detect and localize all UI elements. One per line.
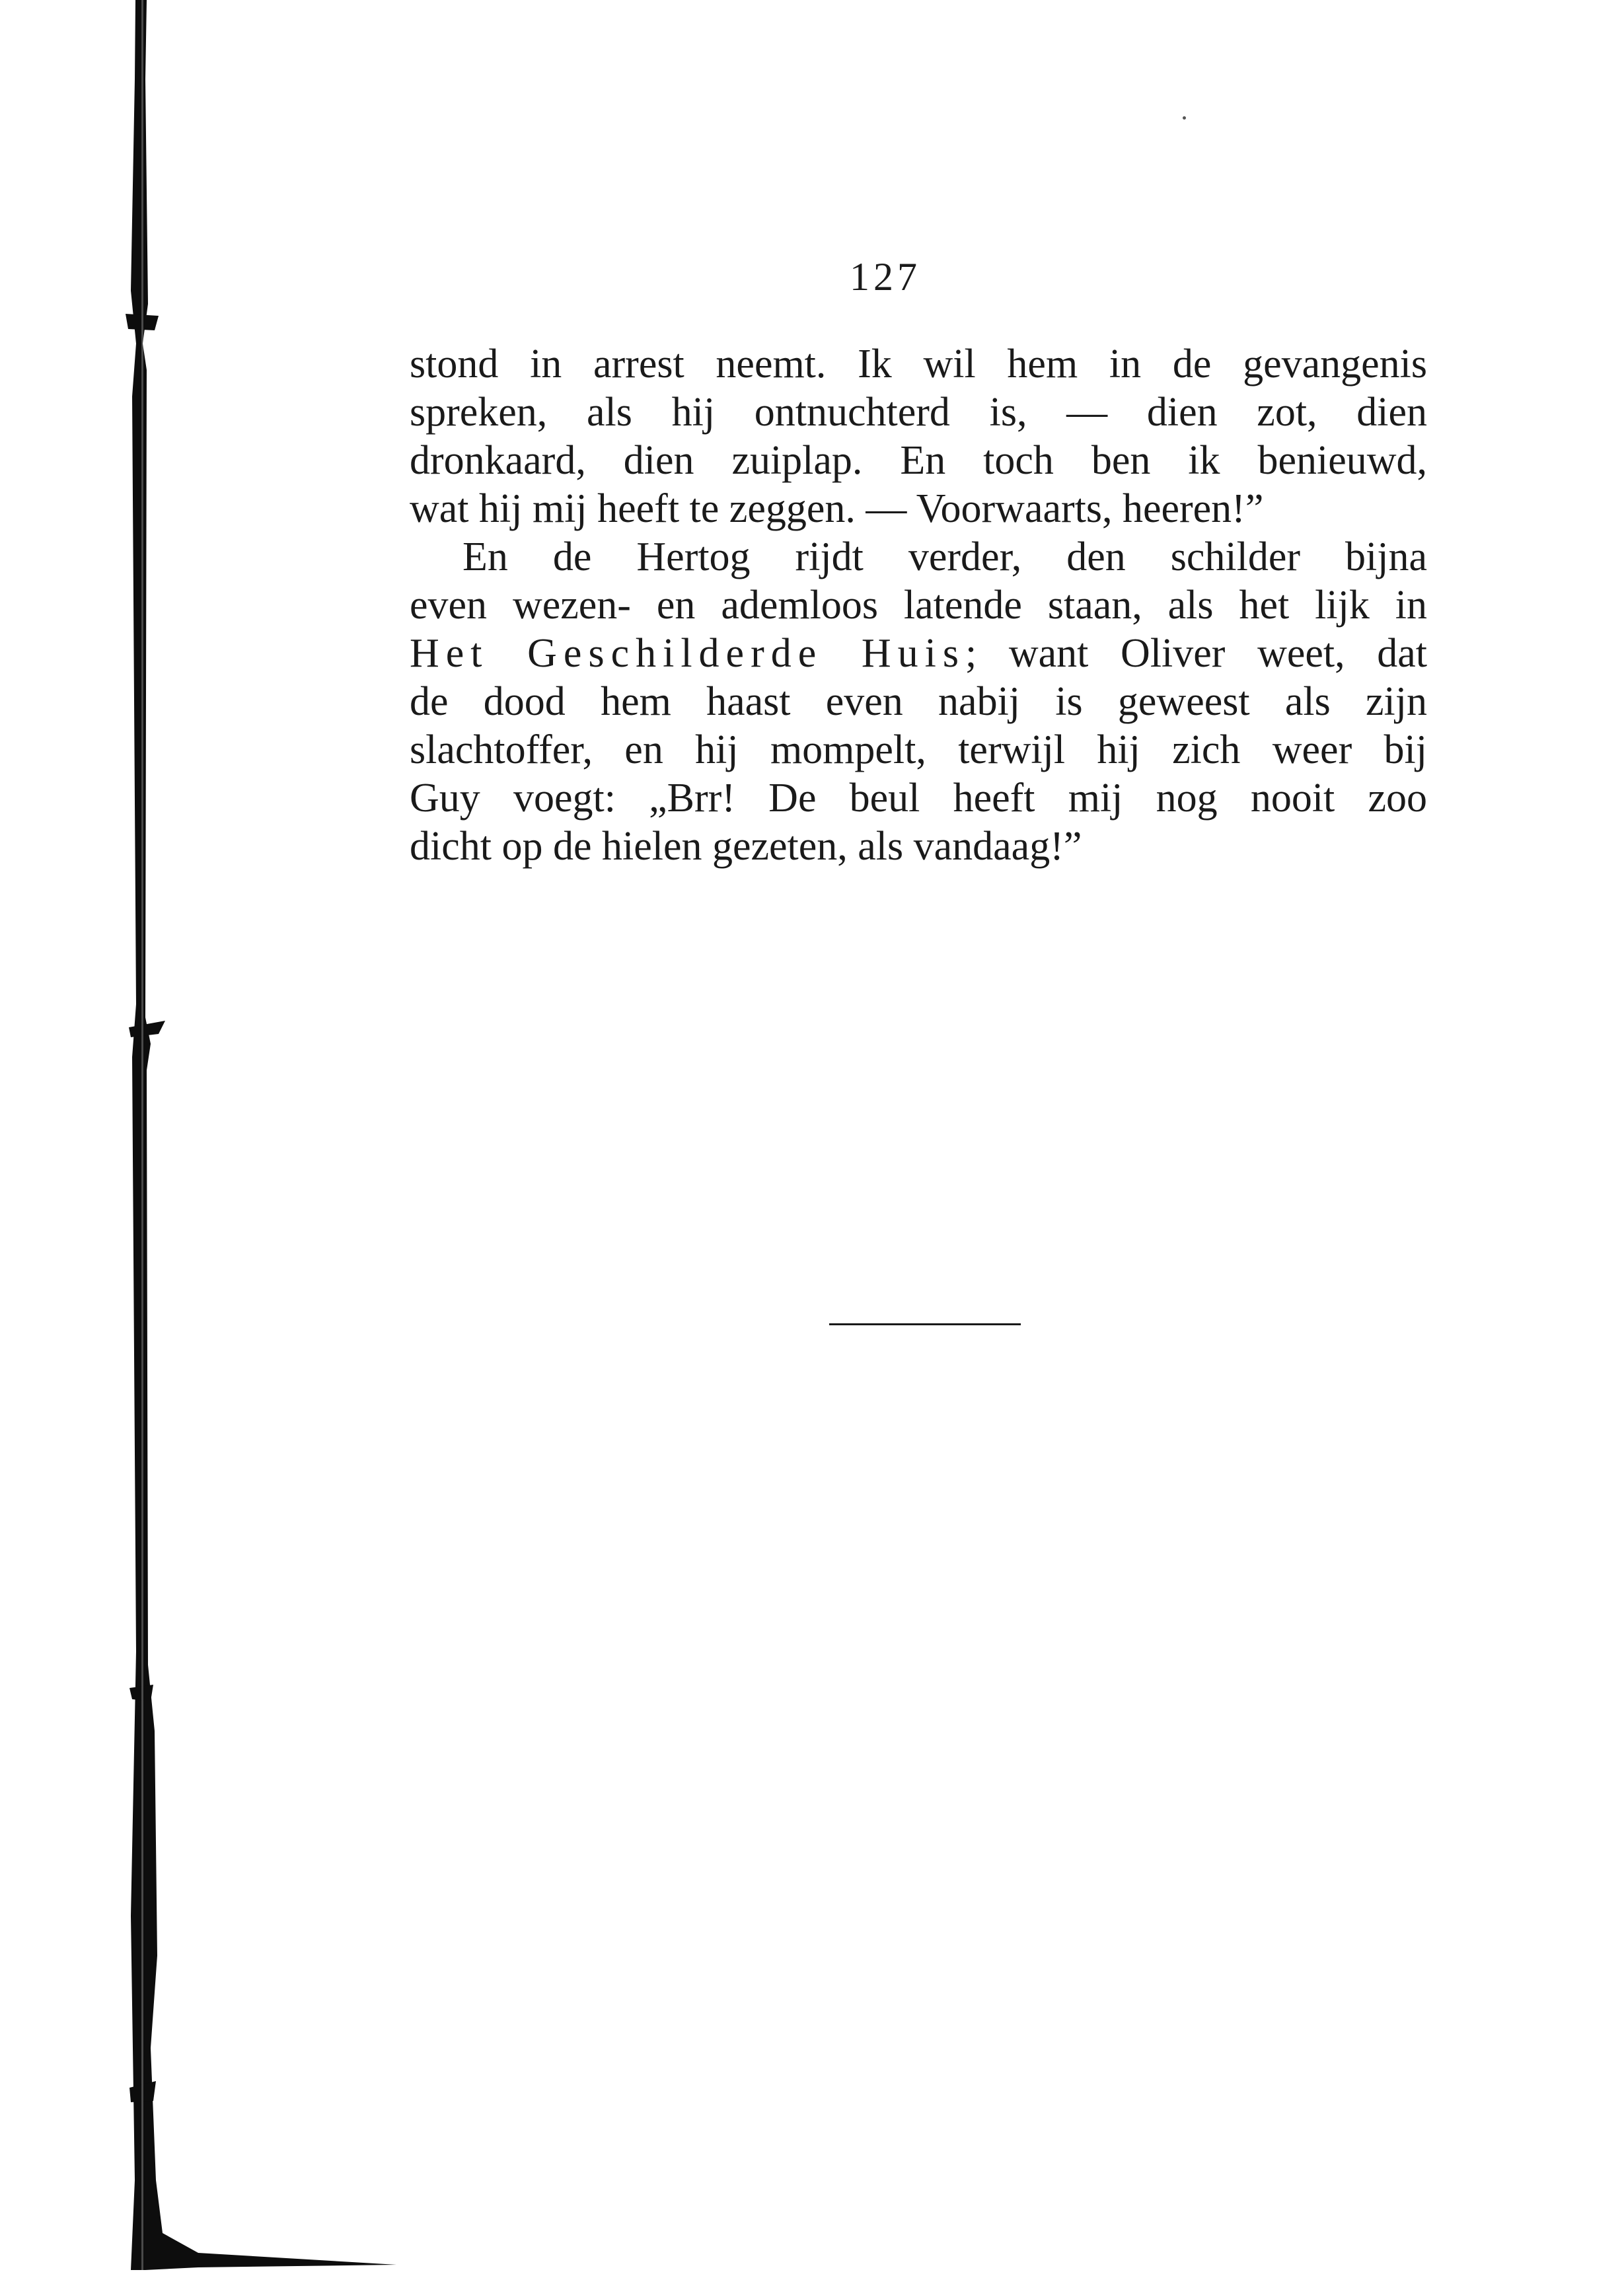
text-line: dronkaard, dien zuiplap. En toch ben ik benieuwd,: [410, 438, 1427, 483]
text-line: stond in arrest neemt. Ik wil hem in de gevangenis: [410, 342, 1427, 386]
chapter-end-rule: [829, 1323, 1021, 1325]
spaced-title: Het Geschilderde Huis: [410, 631, 966, 676]
text-line: [410, 630, 1427, 678]
text-line: spreken, als hij ontnuchterd is, — dien zot, dien: [410, 390, 1427, 435]
text-line: slachtoffer, en hij mompelt, terwijl hij zich weer bij: [410, 727, 1427, 772]
paper-speck: [1183, 116, 1186, 120]
text-line: Guy voegt: „Brr! De beul heeft mij nog nooit zoo: [410, 776, 1427, 821]
text-line-rest: ; want Oliver weet, dat: [965, 631, 1427, 676]
body-text: [410, 340, 1427, 871]
text-line: En de Hertog rijdt verder, den schilder bijna: [462, 534, 1427, 579]
text-line: de dood hem haast even nabij is geweest als zijn: [410, 679, 1427, 724]
binding-edge-graphic: [0, 0, 423, 2274]
text-line: wat hij mij heeft te zeggen. — Voorwaarts, heeren!”: [410, 486, 1264, 531]
page-number: 127: [850, 255, 921, 299]
binding-shadow: [0, 0, 423, 2274]
text-line: dicht op de hielen gezeten, als vandaag!”: [410, 824, 1082, 869]
text-line: even wezen- en ademloos latende staan, als het lijk in: [410, 583, 1427, 628]
